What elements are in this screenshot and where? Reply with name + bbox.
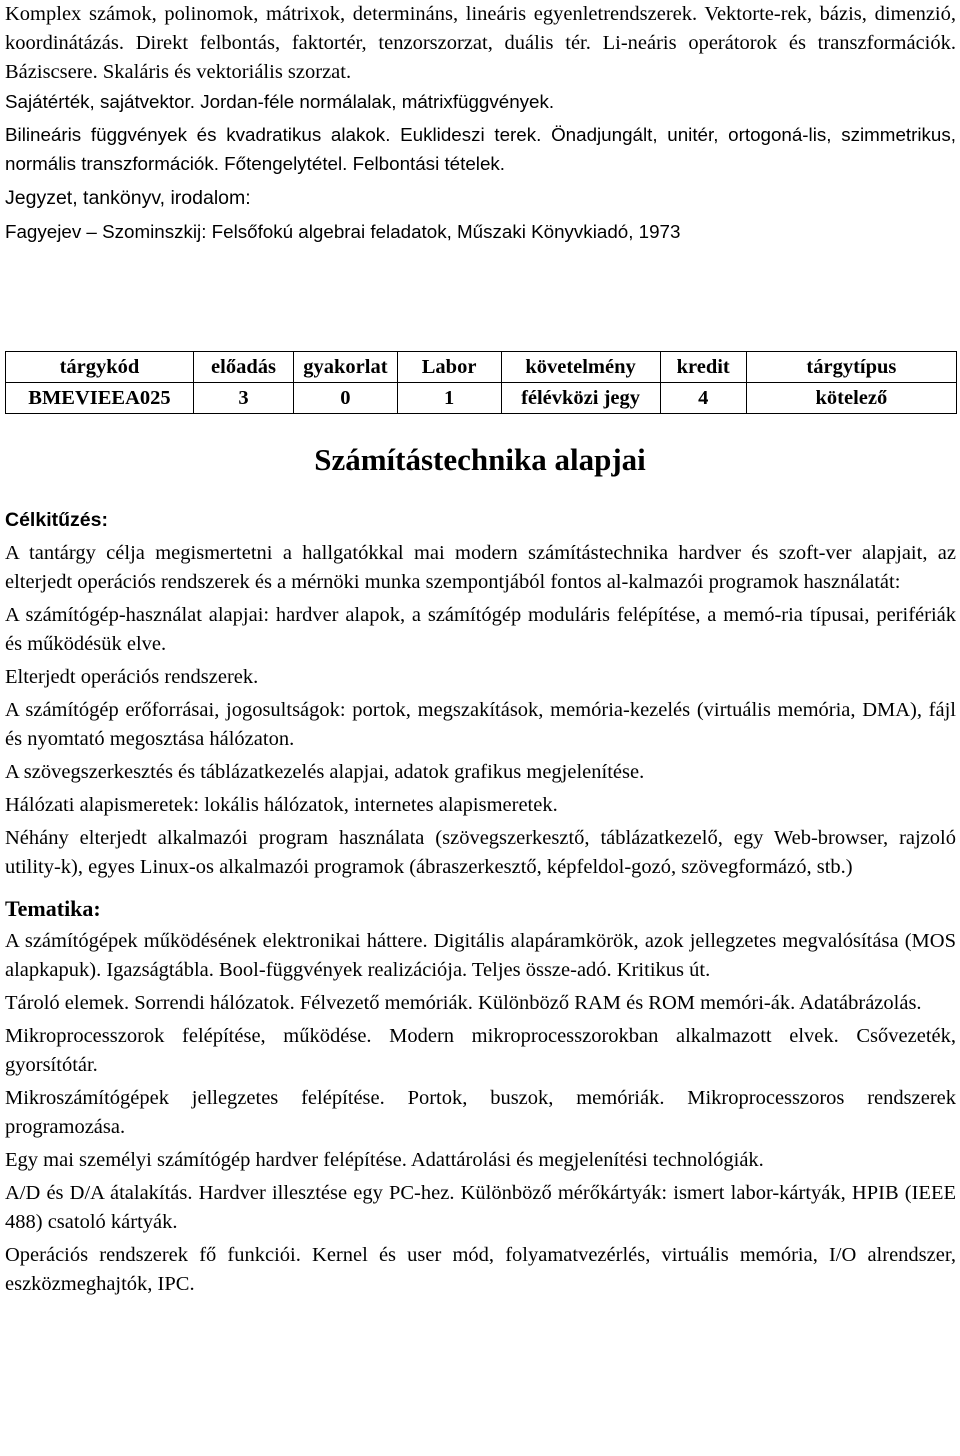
- topics-paragraph: Tároló elemek. Sorrendi hálózatok. Félvezető memóriák. Különböző RAM és ROM memóri-ák. Adatábrázolás.: [5, 992, 922, 1014]
- references-heading: Jegyzet, tankönyv, irodalom:: [5, 187, 251, 209]
- objective-paragraph: Elterjedt operációs rendszerek.: [5, 666, 259, 688]
- objective-paragraph: Néhány elterjedt alkalmazói program használata (szövegszerkesztő, táblázatkezelő, egy Web-browser, rajzoló utility-k), egyes Linux-os alkalmazói programok (ábraszerkesztő, képfeldol-gozó, szövegformázó, stb.): [5, 827, 956, 878]
- topics-paragraph: Egy mai személyi számítógép hardver felépítése. Adattárolási és megjelenítési technológiák.: [5, 1149, 764, 1171]
- document-page: [5, 0, 956, 246]
- topics-paragraph: Mikroszámítógépek jellegzetes felépítése. Portok, buszok, memóriák. Mikroprocesszoros rendszerek programozása.: [5, 1087, 956, 1138]
- objective-paragraph: A számítógép-használat alapjai: hardver alapok, a számítógép moduláris felépítése, a memó-ria típusai, perifériák és működésük elve.: [5, 604, 956, 655]
- header-cell-lecture: előadás: [193, 352, 293, 383]
- cell-requirement: félévközi jegy: [501, 383, 660, 414]
- topic-paragraph: Bilineáris függvények és kvadratikus alakok. Euklideszi terek. Önadjungált, unitér, ortogoná-lis, szimmetrikus, normális transzformációk. Főtengelytétel. Felbontási tételek.: [5, 124, 956, 174]
- header-cell-requirement: követelmény: [501, 352, 660, 383]
- cell-lab: 1: [397, 383, 501, 414]
- objective-paragraph: A tantárgy célja megismertetni a hallgatókkal mai modern számítástechnika hardver és szoft-ver alapjait, az elterjedt operációs rendszerek és a mérnöki munka szempontjából fontos al-kalmazói programok használatát:: [5, 542, 956, 593]
- topic-paragraph: Sajátérték, sajátvektor. Jordan-féle normálalak, mátrixfüggvények.: [5, 91, 555, 112]
- topics-paragraph: Mikroprocesszorok felépítése, működése. Modern mikroprocesszorokban alkalmazott elvek. Csővezeték, gyorsítótár.: [5, 1025, 956, 1076]
- table-row: [6, 383, 957, 414]
- objective-paragraph: A szövegszerkesztés és táblázatkezelés alapjai, adatok grafikus megjelenítése.: [5, 761, 645, 783]
- topic-paragraph: Komplex számok, polinomok, mátrixok, determináns, lineáris egyenletrendszerek. Vektorte-rek, bázis, dimenzió, koordinátázás. Direkt felbontás, faktortér, tenzorszorzat, duális tér. Li-neáris operátorok és transzformációk. Báziscsere. Skaláris és vektoriális szorzat.: [5, 3, 956, 83]
- cell-practice: 0: [294, 383, 398, 414]
- header-cell-lab: Labor: [397, 352, 501, 383]
- table-header-row: [6, 352, 957, 383]
- header-cell-type: tárgytípus: [746, 352, 956, 383]
- topic-block-sans: [5, 87, 956, 246]
- header-cell-practice: gyakorlat: [294, 352, 398, 383]
- cell-credit: 4: [660, 383, 746, 414]
- cell-type: kötelező: [746, 383, 956, 414]
- cell-code: BMEVIEEA025: [6, 383, 194, 414]
- topics-paragraph: A számítógépek működésének elektronikai háttere. Digitális alapáramkörök, azok jellegzetes megvalósítása (MOS alapkapuk). Igazságtábla. Bool-függvények realizációja. Teljes össze-adó. Kritikus út.: [5, 930, 956, 981]
- cell-lecture: 3: [193, 383, 293, 414]
- topics-label: Tematika:: [5, 896, 101, 921]
- header-cell-code: tárgykód: [6, 352, 194, 383]
- objective-paragraph: Hálózati alapismeretek: lokális hálózatok, internetes alapismeretek.: [5, 794, 558, 816]
- objective-label: Célkitűzés:: [5, 509, 108, 531]
- subject-info-table: [5, 351, 957, 414]
- header-cell-credit: kredit: [660, 352, 746, 383]
- objective-paragraph: A számítógép erőforrásai, jogosultságok: portok, megszakítások, memória-kezelés (virtuális memória, DMA), fájl és nyomtató megosztása hálózaton.: [5, 699, 956, 750]
- course-description: [5, 506, 956, 1299]
- reference-entry: Fagyejev – Szominszkij: Felsőfokú algebrai feladatok, Műszaki Könyvkiadó, 1973: [5, 221, 681, 242]
- topics-paragraph: Operációs rendszerek fő funkciói. Kernel és user mód, folyamatvezérlés, virtuális memória, I/O alrendszer, eszközmeghajtók, IPC.: [5, 1244, 956, 1295]
- course-title: Számítástechnika alapjai: [314, 442, 646, 477]
- topics-paragraph: A/D és D/A átalakítás. Hardver illesztése egy PC-hez. Különböző mérőkártyák: ismert labor-kártyák, HPIB (IEEE 488) csatoló kártyák.: [5, 1182, 956, 1233]
